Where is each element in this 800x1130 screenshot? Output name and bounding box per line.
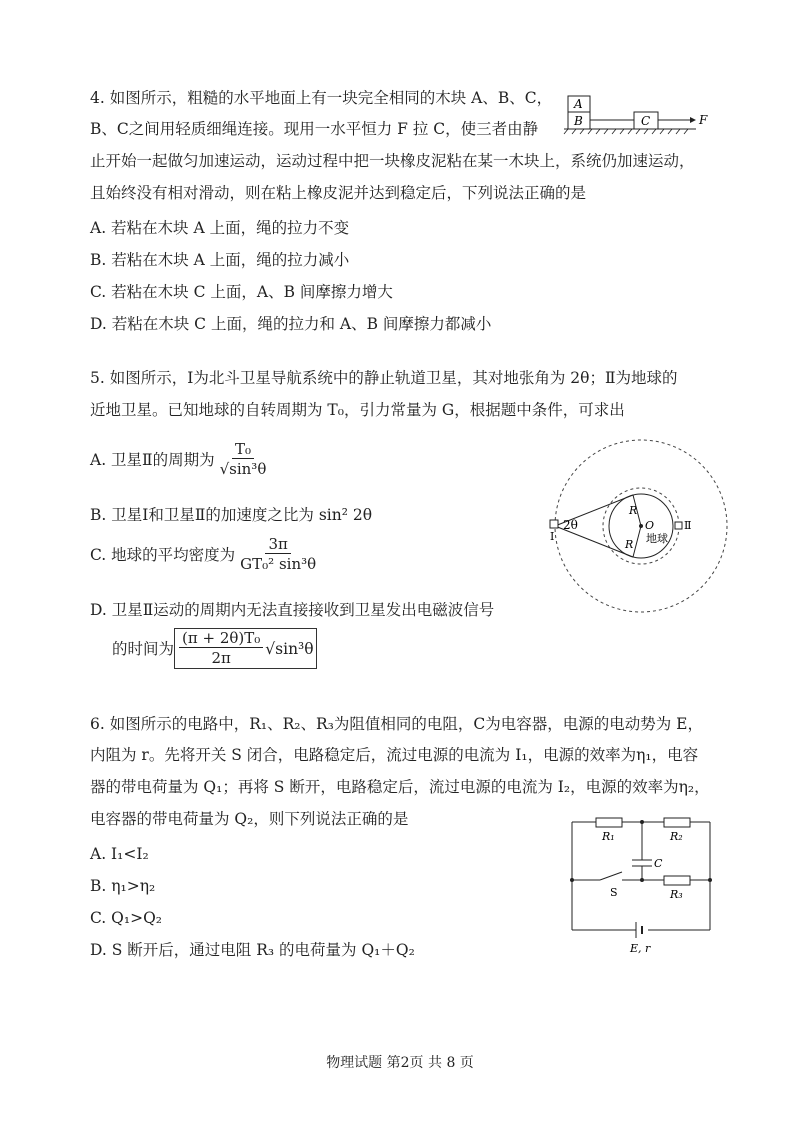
q5-option-d-line-2 xyxy=(112,628,317,669)
q4-option-b: B. 若粘在木块 A 上面，绳的拉力减小 xyxy=(90,251,350,269)
radius-label-lower: R xyxy=(625,538,634,551)
q5-option-d-line-1: D. 卫星Ⅱ运动的周期内无法直接接收到卫星发出电磁波信号 xyxy=(90,601,495,619)
q5-option-b: B. 卫星Ⅰ和卫星Ⅱ的加速度之比为 sin² 2θ xyxy=(90,506,373,524)
q4-line-3: 止开始一起做匀加速运动，运动过程中把一块橡皮泥粘在某一木块上，系统仍加速运动， xyxy=(90,152,695,170)
r2-label: R₂ xyxy=(670,830,683,843)
q4-option-d: D. 若粘在木块 C 上面，绳的拉力和 A、B 间摩擦力都减小 xyxy=(90,315,492,333)
q4-line-1: 4. 如图所示，粗糙的水平地面上有一块完全相同的木块 A、B、C， xyxy=(90,89,553,107)
q6-line-2: 内阻为 r。先将开关 S 闭合，电路稳定后，流过电源的电流为 I₁，电源的效率为η₁，电容 xyxy=(90,746,699,764)
resistor-r3 xyxy=(664,876,690,885)
r1-label: R₁ xyxy=(602,830,615,843)
q5-option-d-numerator: (π + 2θ)T₀ xyxy=(179,629,263,648)
q4-line-2: B、C之间用轻质细绳连接。现用一水平恒力 F 拉 C，使三者由静 xyxy=(90,120,539,138)
q5-option-d-tail: √sin³θ xyxy=(265,639,314,658)
q5-option-a-fraction xyxy=(217,440,270,479)
q5-option-c-denominator: GT₀² sin³θ xyxy=(240,555,317,573)
q6-option-a: A. I₁<I₂ xyxy=(90,845,149,863)
r3-label: R₃ xyxy=(670,888,683,901)
q6-option-c: C. Q₁>Q₂ xyxy=(90,909,162,927)
q6-line-1: 6. 如图所示的电路中，R₁、R₂、R₃为阻值相同的电阻，C为电容器，电源的电动势为 E， xyxy=(90,715,703,733)
q4-line-4: 且始终没有相对滑动，则在粘上橡皮泥并达到稳定后，下列说法正确的是 xyxy=(90,184,587,202)
junction-top xyxy=(640,820,644,824)
junction-left xyxy=(570,878,574,882)
q4-option-a: A. 若粘在木块 A 上面，绳的拉力不变 xyxy=(90,219,350,237)
capacitor-label: C xyxy=(654,857,663,870)
q6-line-4: 电容器的带电荷量为 Q₂，则下列说法正确的是 xyxy=(90,810,409,828)
q5-line-1: 5. 如图所示，Ⅰ为北斗卫星导航系统中的静止轨道卫星，其对地张角为 2θ；Ⅱ为地球的 xyxy=(90,369,678,387)
q5-option-d-formula xyxy=(174,628,317,669)
block-a-label: A xyxy=(574,97,583,111)
ground-hatching xyxy=(564,129,688,134)
block-b-label: B xyxy=(574,114,583,128)
q6-circuit-figure xyxy=(562,810,722,960)
q5-option-a xyxy=(90,440,271,479)
q6-line-3: 器的带电荷量为 Q₁；再将 S 断开，电路稳定后，流过电源的电流为 I₂，电源的效率为η₂， xyxy=(90,778,710,796)
earth-center-dot xyxy=(639,524,643,528)
q5-line-2: 近地卫星。已知地球的自转周期为 T₀，引力常量为 G，根据题中条件，可求出 xyxy=(90,401,625,419)
radius-line-lower xyxy=(633,526,641,557)
q5-option-a-denominator: √sin³θ xyxy=(219,460,267,478)
q4-option-c: C. 若粘在木块 C 上面，A、B 间摩擦力增大 xyxy=(90,283,393,301)
junction-middle xyxy=(640,878,644,882)
q4-blocks-figure xyxy=(562,92,712,136)
q5-option-d-denominator: 2π xyxy=(211,649,231,667)
q5-option-c xyxy=(90,535,321,574)
satellite-2-label: Ⅱ xyxy=(684,519,692,532)
q5-option-d-fraction xyxy=(179,629,263,668)
satellite-2-shape xyxy=(675,522,682,529)
block-c-label: C xyxy=(641,114,651,128)
q5-option-a-prefix: A. 卫星Ⅱ的周期为 xyxy=(90,450,215,469)
force-label: F xyxy=(699,113,708,127)
source-label: E, r xyxy=(630,942,651,955)
q5-option-d-prefix: 的时间为 xyxy=(112,639,175,658)
q5-orbit-figure xyxy=(536,436,732,616)
force-arrowhead xyxy=(690,117,696,123)
q5-option-c-fraction xyxy=(237,535,319,574)
resistor-r1 xyxy=(596,818,622,827)
page-footer: 物理试题 第2页 共 8 页 xyxy=(326,1055,474,1071)
center-label: O xyxy=(645,519,655,532)
switch-label: S xyxy=(610,886,618,899)
q5-option-c-prefix: C. 地球的平均密度为 xyxy=(90,545,236,564)
earth-label: 地球 xyxy=(646,532,668,545)
angle-label: 2θ xyxy=(563,518,578,532)
junction-right xyxy=(708,878,712,882)
resistor-r2 xyxy=(664,818,690,827)
q5-option-c-numerator: 3π xyxy=(265,535,290,554)
q6-option-d: D. S 断开后，通过电阻 R₃ 的电荷量为 Q₁＋Q₂ xyxy=(90,941,415,959)
q5-option-a-numerator: T₀ xyxy=(232,440,254,459)
satellite-1-shape xyxy=(550,520,558,528)
q6-option-b: B. η₁>η₂ xyxy=(90,877,156,895)
radius-label-upper: R xyxy=(629,504,638,517)
satellite-1-label: Ⅰ xyxy=(550,530,555,543)
